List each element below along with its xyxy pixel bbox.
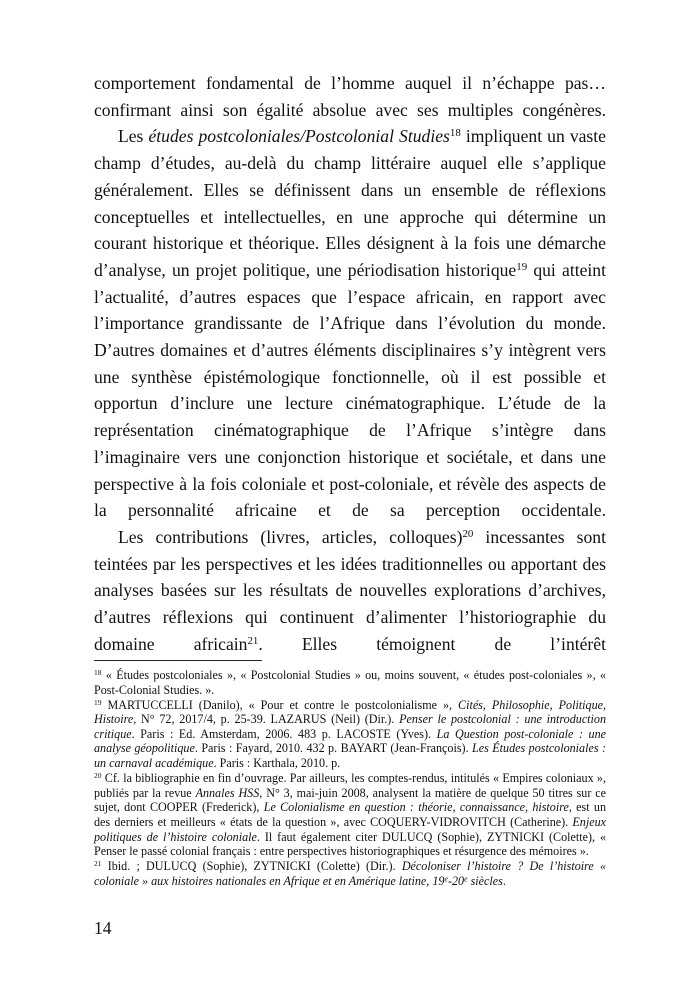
p2-mid: impliquent un vaste champ d’études, au-delà du champ littéraire auquel elle s’applique généralement. Elles se définissent dans un ensemble de réflexions conceptuelles et intellectuelles, en une approche qui détermine un courant historique et théorique. Elles désignent à la fois une démarche d’analyse, un projet politique, une périodisation historique xyxy=(94,126,606,280)
footnote-title: Annales HSS xyxy=(195,785,260,800)
footnote-separator xyxy=(94,660,262,661)
footnote-text: . Paris : Fayard, 2010. 432 p. BAYART (Jean-François). xyxy=(194,741,473,756)
footnote-text: Ibid. ; DULUCQ (Sophie), ZYTNICKI (Colette) (Dir.). xyxy=(101,859,402,874)
footnote-number: 20 xyxy=(94,771,102,781)
footnote-ref-21[interactable]: 21 xyxy=(247,634,259,647)
footnote-text: . Il faut également citer DULUCQ (Sophie), ZYTNICKI (Colette), « Penser le passé colonial français : entre perspectives historiographiques et résurgence des mémoires ». xyxy=(94,829,606,859)
footnote-21 xyxy=(94,859,606,888)
footnote-number: 19 xyxy=(94,697,102,707)
paragraph-2 xyxy=(94,123,606,524)
p2-italic-term: études postcoloniales/Postcolonial Studies xyxy=(148,126,450,147)
footnote-title-part: -20 xyxy=(447,873,465,888)
p3-lead: Les contributions (livres, articles, colloques) xyxy=(118,526,463,547)
body-text xyxy=(94,70,606,657)
footnote-text: . xyxy=(502,873,506,888)
footnote-text: . Paris : Ed. Amsterdam, 2006. 483 p. LACOSTE (Yves). xyxy=(131,726,437,741)
footnotes xyxy=(94,668,606,889)
footnote-title: Les Études postcoloniales : un carnaval académique xyxy=(94,741,606,771)
p2-lead: Les xyxy=(118,126,149,147)
p3-mid: incessantes sont teintées par les perspectives et les idées traditionnelles ou apportant des analyses basées sur les résultats de nouvelles explorations d’archives, d’autres réflexions qui continuent d’alimenter l’historiographie du domaine africain xyxy=(94,526,606,654)
footnote-text: Cf. la bibliographie en fin d’ouvrage. Par ailleurs, les comptes-rendus, intitulés « Empires coloniaux », publiés par la revue xyxy=(94,771,606,800)
footnote-title: Le Colonialisme en question : théorie, connaissance, histoire xyxy=(263,800,569,815)
footnote-ref-18[interactable]: 18 xyxy=(449,127,461,140)
footnote-text: , est un des derniers et meilleurs « états de la question », avec COQUERY-VIDROVITCH (Catherine). xyxy=(94,800,606,829)
footnote-title-part: siècles xyxy=(467,873,503,888)
footnote-19 xyxy=(94,698,606,771)
footnote-text: . Paris : Karthala, 2010. p. xyxy=(213,756,341,771)
footnote-text: , N° 3, mai-juin 2008, analysent la matière de quelque 50 titres sur ce sujet, dont COOPER (Frederick), xyxy=(94,785,606,815)
century-superscript: e xyxy=(464,874,468,884)
footnote-number: 21 xyxy=(94,859,102,869)
footnote-title-part: Décoloniser l’histoire ? De l’histoire « coloniale » aux histoires nationales en Afrique et en Amérique latine, 19 xyxy=(94,859,606,888)
footnote-text: MARTUCCELLI (Danilo), « Pour et contre le postcolonialisme », xyxy=(101,697,459,712)
footnote-ref-20[interactable]: 20 xyxy=(462,527,474,540)
p2-tail: qui atteint l’actualité, d’autres espaces que l’espace africain, en rapport avec l’importance grandissante de l’Afrique dans l’évolution du monde. D’autres domaines et d’autres éléments disciplinaires s’y intègrent vers une synthèse épistémologique fonctionnelle, où il est possible et opportun d’inclure une lecture cinématographique. L’étude de la représentation cinématographique de l’Afrique s’intègre dans l’imaginaire vers une conjonction historique et sociétale, et dans une perspective à la fois coloniale et post-coloniale, et révèle des aspects de la personnalité africaine et de sa perception occidentale. xyxy=(94,259,606,521)
footnote-18 xyxy=(94,668,606,697)
paragraph-3 xyxy=(94,524,606,658)
p3-tail: . Elles témoignent de l’intérêt xyxy=(258,633,606,654)
page-number: 14 xyxy=(94,918,112,938)
footnote-title: La Question post-coloniale : une analyse géopolitique xyxy=(94,726,606,756)
paragraph-1-text: comportement fondamental de l’homme auquel il n’échappe pas… confirmant ainsi son égalité absolue avec ses multiples congénères. xyxy=(94,73,606,120)
footnote-ref-19[interactable]: 19 xyxy=(516,260,528,273)
footnote-title: Enjeux politiques de l’histoire coloniale xyxy=(94,814,606,844)
footnote-20 xyxy=(94,771,606,859)
footnote-text: « Études postcoloniales », « Postcolonial Studies » ou, moins souvent, « études post-coloniales », « Post-Colonial Studies. ». xyxy=(94,668,606,697)
footnote-title: Cités, Philosophie, Politique, Histoire xyxy=(94,697,607,727)
footnote-number: 18 xyxy=(94,667,102,677)
century-superscript: e xyxy=(444,874,448,884)
paragraph-1 xyxy=(94,70,606,123)
footnote-title: Penser le postcolonial : une introduction critique xyxy=(94,712,606,741)
footnote-text: , N° 72, 2017/4, p. 25-39. LAZARUS (Neil) (Dir.). xyxy=(133,712,400,727)
